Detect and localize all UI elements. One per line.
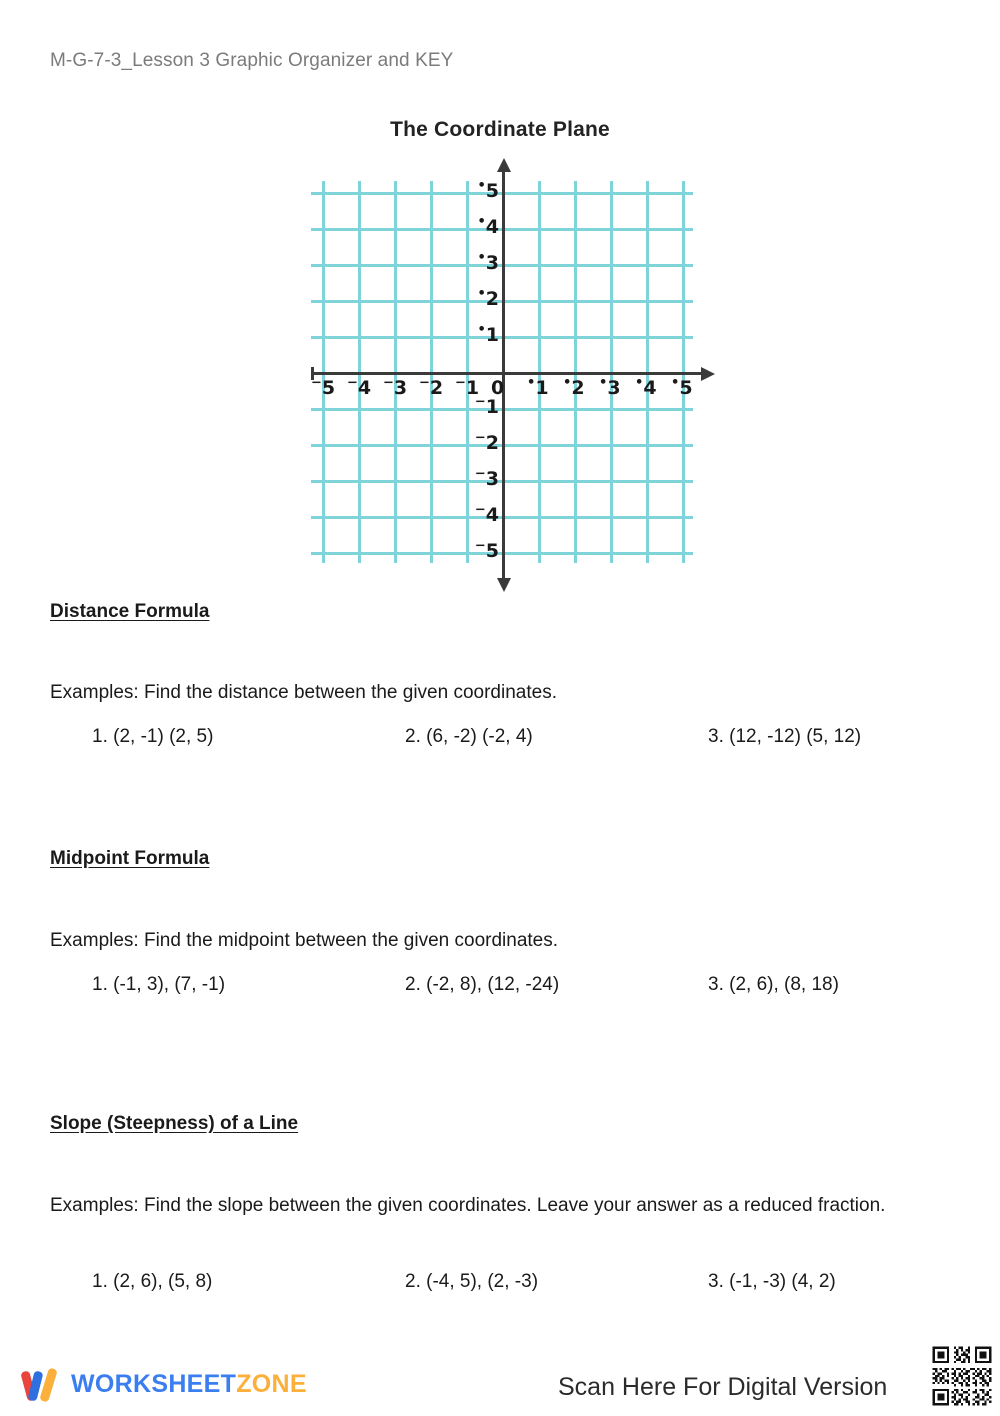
slope-problems xyxy=(50,1271,950,1299)
section-distance-formula-heading xyxy=(50,601,209,623)
x-axis-tick-label: •1 xyxy=(527,375,549,399)
y-axis-tick-label: −1 xyxy=(474,394,499,418)
document-header: M-G-7-3_Lesson 3 Graphic Organizer and KEY xyxy=(50,50,454,71)
x-axis-tick-label: •3 xyxy=(599,375,621,399)
y-axis-tick-label: •1 xyxy=(477,322,499,346)
distance-formula-description: Examples: Find the distance between the given coordinates. xyxy=(50,682,557,703)
problem-item: 1. (2, -1) (2, 5) xyxy=(92,726,214,747)
problem-item: 3. (-1, -3) (4, 2) xyxy=(708,1271,836,1292)
problem-item: 3. (2, 6), (8, 18) xyxy=(708,974,839,995)
midpoint-formula-heading: Midpoint Formula xyxy=(50,848,210,869)
section-slope-heading xyxy=(50,1113,298,1135)
coordinate-plane-figure xyxy=(300,118,700,570)
problem-item: 1. (2, 6), (5, 8) xyxy=(92,1271,213,1292)
worksheet-zone-logo-icon xyxy=(22,1365,62,1403)
problem-item: 1. (-1, 3), (7, -1) xyxy=(92,974,226,995)
x-axis-tick-label: 0 xyxy=(491,377,505,399)
midpoint-formula-description: Examples: Find the midpoint between the given coordinates. xyxy=(50,930,559,951)
problem-item: 2. (-2, 8), (12, -24) xyxy=(405,974,560,995)
x-axis-tick-label: •5 xyxy=(671,375,693,399)
qr-code-icon[interactable] xyxy=(928,1342,996,1410)
y-axis-tick-label: •2 xyxy=(477,286,499,310)
y-axis xyxy=(502,170,505,578)
y-axis-tick-label: •3 xyxy=(477,250,499,274)
section-midpoint-formula-heading xyxy=(50,848,209,870)
worksheet-zone-logo[interactable] xyxy=(22,1365,307,1403)
x-axis-tick-label: −1 xyxy=(455,375,480,399)
x-axis-tick-label: −3 xyxy=(383,375,408,399)
x-axis-tick-label: −5 xyxy=(311,375,336,399)
problem-item: 3. (12, -12) (5, 12) xyxy=(708,726,862,747)
scan-instruction-text: Scan Here For Digital Version xyxy=(558,1373,888,1401)
slope-description: Examples: Find the slope between the given coordinates. Leave your answer as a reduced fraction. xyxy=(50,1195,886,1216)
slope-heading: Slope (Steepness) of a Line xyxy=(50,1113,299,1134)
y-axis-arrow-down-icon xyxy=(497,578,511,592)
x-axis-tick-label: −4 xyxy=(347,375,372,399)
x-axis-tick-label: •2 xyxy=(563,375,585,399)
y-axis-tick-label: •4 xyxy=(477,214,499,238)
y-axis-tick-label: −3 xyxy=(474,466,499,490)
coordinate-plane-graphic xyxy=(300,152,700,570)
logo-text-secondary: ZONE xyxy=(236,1369,307,1398)
y-axis-arrow-up-icon xyxy=(497,158,511,172)
logo-text-primary: WORKSHEET xyxy=(71,1369,237,1398)
distance-formula-heading: Distance Formula xyxy=(50,601,210,622)
y-axis-tick-label: −4 xyxy=(474,502,499,526)
problem-item: 2. (6, -2) (-2, 4) xyxy=(405,726,533,747)
y-axis-tick-label: −5 xyxy=(474,538,499,562)
x-axis-tick-label: •4 xyxy=(635,375,657,399)
x-axis-tick-label: −2 xyxy=(419,375,444,399)
y-axis-tick-label: •5 xyxy=(477,178,499,202)
distance-formula-problems xyxy=(50,726,950,754)
problem-item: 2. (-4, 5), (2, -3) xyxy=(405,1271,539,1292)
x-axis xyxy=(311,372,701,375)
x-axis-arrow-right-icon xyxy=(701,367,715,381)
graph-title: The Coordinate Plane xyxy=(390,118,610,141)
midpoint-formula-problems xyxy=(50,974,950,1002)
y-axis-tick-label: −2 xyxy=(474,430,499,454)
page-footer xyxy=(0,1355,1000,1416)
